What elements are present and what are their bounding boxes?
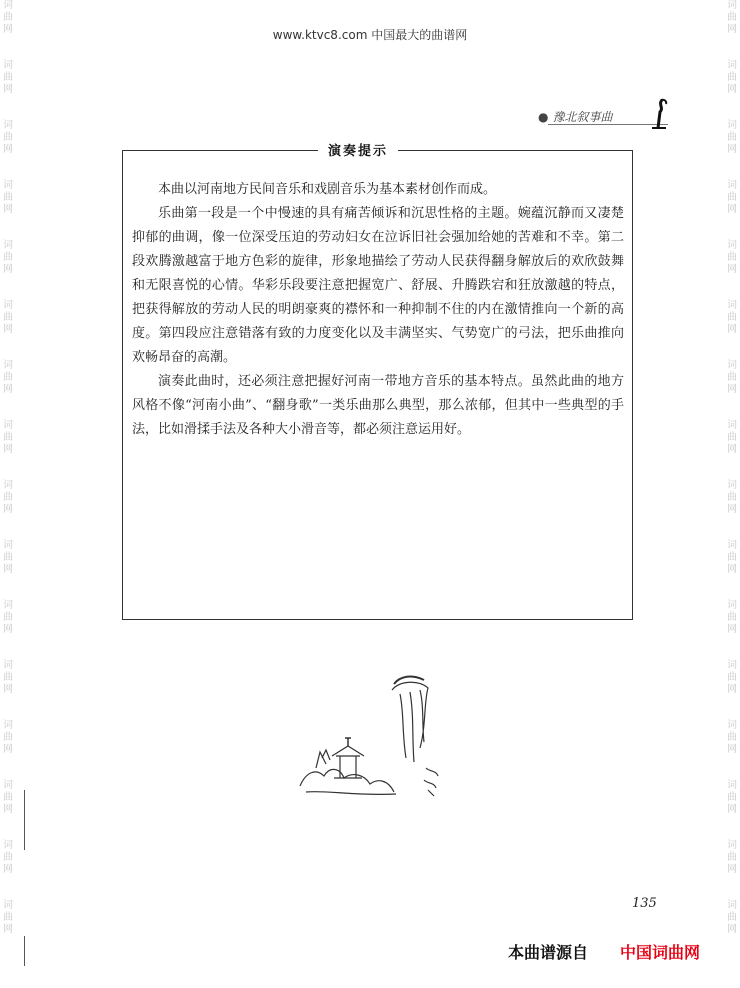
watermark-group — [0, 900, 16, 960]
watermark-char: 网 — [3, 84, 13, 95]
watermark-group — [0, 60, 16, 120]
watermark-char: 网 — [3, 144, 13, 155]
watermark-char: 词 — [727, 240, 737, 251]
watermark-char: 词 — [727, 480, 737, 491]
watermark-char: 网 — [3, 684, 13, 695]
watermark-char: 词 — [3, 540, 13, 551]
watermark-char: 词 — [3, 180, 13, 191]
watermark-char: 曲 — [727, 192, 737, 203]
watermark-char: 网 — [3, 24, 13, 35]
watermark-char: 词 — [727, 180, 737, 191]
watermark-char: 词 — [727, 60, 737, 71]
watermark-char: 曲 — [3, 132, 13, 143]
watermark-char: 网 — [727, 264, 737, 275]
watermark-group — [724, 240, 740, 300]
watermark-char: 词 — [727, 300, 737, 311]
watermark-char: 曲 — [3, 312, 13, 323]
watermark-char: 曲 — [727, 12, 737, 23]
watermark-char: 网 — [727, 564, 737, 575]
watermark-char: 词 — [3, 840, 13, 851]
watermark-char: 词 — [3, 480, 13, 491]
watermark-char: 网 — [727, 444, 737, 455]
watermark-char: 网 — [3, 744, 13, 755]
header-url: www.ktvc8.com 中国最大的曲谱网 — [272, 28, 468, 42]
watermark-char: 词 — [3, 60, 13, 71]
watermark-char: 曲 — [727, 372, 737, 383]
watermark-char: 网 — [727, 924, 737, 935]
watermark-group — [724, 120, 740, 180]
watermark-char: 网 — [727, 384, 737, 395]
watermark-group — [0, 840, 16, 900]
watermark-group — [0, 360, 16, 420]
watermark-char: 网 — [727, 144, 737, 155]
scan-edge-line — [24, 790, 25, 850]
watermark-char: 曲 — [727, 432, 737, 443]
watermark-char: 词 — [3, 360, 13, 371]
watermark-group — [0, 420, 16, 480]
watermark-char: 曲 — [727, 912, 737, 923]
watermark-char: 词 — [727, 420, 737, 431]
watermark-char: 词 — [3, 660, 13, 671]
bullet-icon: ● — [538, 110, 549, 124]
watermark-char: 网 — [727, 684, 737, 695]
watermark-char: 曲 — [727, 552, 737, 563]
watermark-char: 词 — [727, 900, 737, 911]
watermark-char: 曲 — [3, 852, 13, 863]
watermark-group — [0, 180, 16, 240]
watermark-char: 词 — [727, 600, 737, 611]
watermark-group — [724, 60, 740, 120]
watermark-char: 词 — [727, 660, 737, 671]
pavilion-waterfall-illustration — [296, 672, 446, 812]
watermark-group — [0, 720, 16, 780]
watermark-char: 曲 — [3, 492, 13, 503]
watermark-char: 词 — [727, 780, 737, 791]
book-title-text: 豫北叙事曲 — [552, 110, 613, 124]
tips-body — [132, 178, 624, 442]
watermark-group — [724, 300, 740, 360]
watermark-char: 曲 — [727, 732, 737, 743]
book-running-title — [538, 108, 613, 125]
watermark-group — [724, 720, 740, 780]
left-watermark-column — [0, 0, 16, 960]
tips-paragraph: 演奏此曲时，还必须注意把握好河南一带地方音乐的基本特点。虽然此曲的地方风格不像“河南小曲”、“翻身歌”一类乐曲那么典型，那么浓郁，但其中一些典型的手法，比如滑揉手法及各种大小滑音等，都必须注意运用好。 — [132, 374, 624, 437]
footer-site-name: 中国词曲网 — [620, 943, 701, 962]
watermark-char: 曲 — [727, 672, 737, 683]
watermark-char: 词 — [727, 360, 737, 371]
watermark-char: 网 — [727, 204, 737, 215]
watermark-char: 词 — [3, 0, 13, 11]
watermark-group — [0, 240, 16, 300]
watermark-char: 网 — [727, 324, 737, 335]
watermark-char: 词 — [727, 840, 737, 851]
scan-edge-line — [24, 936, 25, 966]
watermark-char: 曲 — [727, 252, 737, 263]
watermark-group — [724, 180, 740, 240]
watermark-char: 网 — [727, 624, 737, 635]
watermark-char: 词 — [3, 420, 13, 431]
watermark-group — [724, 780, 740, 840]
watermark-group — [0, 480, 16, 540]
watermark-char: 曲 — [3, 372, 13, 383]
watermark-char: 曲 — [727, 132, 737, 143]
watermark-group — [0, 660, 16, 720]
watermark-char: 网 — [3, 264, 13, 275]
watermark-group — [0, 300, 16, 360]
watermark-char: 网 — [3, 924, 13, 935]
watermark-group — [0, 120, 16, 180]
watermark-char: 曲 — [3, 672, 13, 683]
watermark-group — [724, 480, 740, 540]
watermark-char: 曲 — [3, 612, 13, 623]
watermark-char: 网 — [3, 384, 13, 395]
watermark-char: 曲 — [3, 192, 13, 203]
watermark-group — [724, 600, 740, 660]
watermark-group — [0, 540, 16, 600]
watermark-char: 网 — [727, 744, 737, 755]
watermark-char: 网 — [3, 804, 13, 815]
page-number: 135 — [632, 896, 657, 911]
watermark-char: 网 — [3, 204, 13, 215]
watermark-char: 曲 — [727, 792, 737, 803]
watermark-group — [0, 780, 16, 840]
watermark-char: 曲 — [3, 912, 13, 923]
watermark-group — [724, 420, 740, 480]
watermark-char: 词 — [3, 600, 13, 611]
watermark-char: 曲 — [727, 72, 737, 83]
tips-paragraph: 本曲以河南地方民间音乐和戏剧音乐为基本素材创作而成。 — [158, 182, 497, 197]
watermark-char: 曲 — [727, 312, 737, 323]
watermark-group — [724, 360, 740, 420]
footer-source-label: 本曲谱源自 — [508, 943, 589, 962]
watermark-char: 曲 — [727, 612, 737, 623]
tips-title: 演奏提示 — [318, 140, 398, 159]
watermark-char: 词 — [3, 900, 13, 911]
watermark-char: 网 — [3, 504, 13, 515]
watermark-char: 曲 — [3, 72, 13, 83]
watermark-char: 网 — [3, 624, 13, 635]
watermark-char: 曲 — [3, 252, 13, 263]
watermark-char: 曲 — [727, 492, 737, 503]
watermark-char: 词 — [3, 720, 13, 731]
watermark-char: 曲 — [3, 792, 13, 803]
watermark-group — [724, 900, 740, 960]
watermark-char: 网 — [3, 324, 13, 335]
watermark-char: 词 — [3, 120, 13, 131]
watermark-char: 网 — [727, 804, 737, 815]
watermark-char: 词 — [3, 240, 13, 251]
erhu-scroll-icon — [648, 98, 672, 132]
watermark-char: 词 — [727, 0, 737, 11]
watermark-char: 词 — [727, 540, 737, 551]
watermark-char: 曲 — [727, 852, 737, 863]
watermark-char: 词 — [3, 300, 13, 311]
watermark-group — [724, 840, 740, 900]
watermark-char: 网 — [727, 864, 737, 875]
watermark-char: 网 — [727, 504, 737, 515]
watermark-char: 曲 — [3, 732, 13, 743]
right-watermark-column — [724, 0, 740, 960]
watermark-group — [724, 660, 740, 720]
tips-paragraph: 乐曲第一段是一个中慢速的具有痛苦倾诉和沉思性格的主题。婉蕴沉静而又凄楚抑郁的曲调，像一位深受压迫的劳动妇女在泣诉旧社会强加给她的苦难和不幸。第二段欢腾激越富于地方色彩的旋律，形象地描绘了劳动人民获得翻身解放后的欢欣鼓舞和无限喜悦的心情。华彩乐段要注意把握宽广、舒展、升腾跌宕和狂放激越的特点，把获得解放的劳动人民的明朗豪爽的襟怀和一种抑制不住的内在激情推向一个新的高度。第四段应注意错落有致的力度变化以及丰满坚实、气势宽广的弓法，把乐曲推向欢畅昂奋的高潮。 — [132, 206, 624, 365]
watermark-char: 网 — [3, 864, 13, 875]
watermark-group — [724, 540, 740, 600]
watermark-char: 曲 — [3, 432, 13, 443]
watermark-char: 网 — [727, 84, 737, 95]
watermark-char: 网 — [3, 444, 13, 455]
watermark-char: 曲 — [3, 552, 13, 563]
watermark-char: 网 — [727, 24, 737, 35]
watermark-char: 词 — [727, 120, 737, 131]
watermark-char: 词 — [727, 720, 737, 731]
watermark-char: 曲 — [3, 12, 13, 23]
watermark-group — [0, 600, 16, 660]
watermark-char: 词 — [3, 780, 13, 791]
watermark-char: 网 — [3, 564, 13, 575]
